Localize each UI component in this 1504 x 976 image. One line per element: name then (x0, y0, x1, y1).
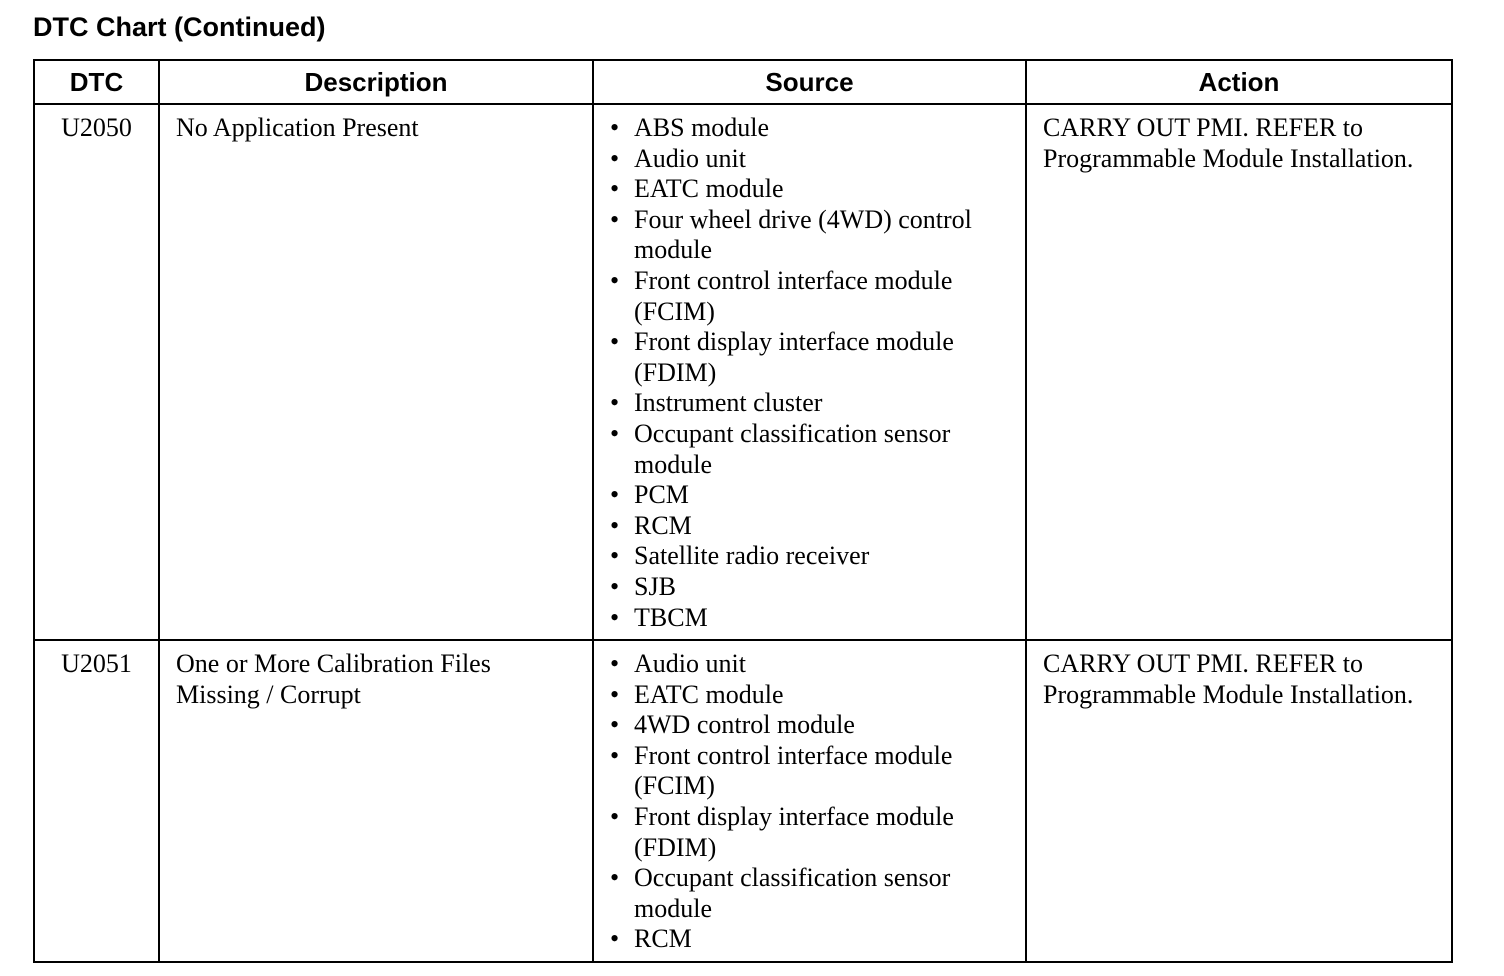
source-cell (593, 104, 1026, 640)
source-list-item: • TBCM (610, 602, 708, 632)
bullet-icon: • (610, 571, 620, 601)
source-list-item: • Instrument cluster (610, 388, 823, 418)
bullet-icon: • (610, 710, 620, 740)
bullet-icon: • (610, 602, 620, 632)
source-list-item: • Front display interface module (FDIM) (610, 802, 954, 862)
source-list-item: • ABS module (610, 113, 770, 142)
source-list-item: • SJB (610, 571, 676, 601)
bullet-icon: • (610, 679, 620, 709)
table-row (34, 104, 1452, 640)
bullet-icon: • (610, 924, 620, 954)
bullet-icon: • (610, 480, 620, 510)
source-cell (593, 640, 1026, 962)
column-header-action: Action (1026, 60, 1452, 104)
source-list-item: • Satellite radio receiver (610, 541, 870, 571)
source-list-item: • Occupant classification sensor module (610, 863, 951, 923)
table-row (34, 640, 1452, 962)
bullet-icon: • (610, 541, 620, 571)
table-header-row (34, 60, 1452, 104)
bullet-icon: • (610, 863, 620, 893)
bullet-icon: • (610, 204, 620, 234)
bullet-icon: • (610, 802, 620, 832)
source-list-item: • Front display interface module (FDIM) (610, 327, 954, 387)
bullet-icon: • (610, 174, 620, 204)
action-cell: CARRY OUT PMI. REFER to Programmable Module Installation. (1026, 640, 1452, 962)
source-list-item: • Front control interface module (FCIM) (610, 265, 953, 326)
source-list (610, 113, 1009, 633)
source-list (610, 649, 1009, 955)
dtc-code-cell: U2050 (34, 104, 159, 640)
bullet-icon: • (610, 113, 620, 142)
source-list-item: • Audio unit (610, 649, 746, 679)
bullet-icon: • (610, 388, 620, 418)
column-header-dtc: DTC (34, 60, 159, 104)
source-list-item: • EATC module (610, 679, 784, 709)
source-list-item: • Occupant classification sensor module (610, 418, 951, 479)
source-list-item: • RCM (610, 924, 692, 954)
action-cell: CARRY OUT PMI. REFER to Programmable Module Installation. (1026, 104, 1452, 640)
source-list-item: • Audio unit (610, 143, 746, 173)
source-list-item: • PCM (610, 480, 689, 510)
column-header-source: Source (593, 60, 1026, 104)
source-list-item: • Four wheel drive (4WD) control module (610, 204, 972, 265)
source-list-item: • Front control interface module (FCIM) (610, 740, 953, 801)
dtc-table (33, 59, 1453, 963)
bullet-icon: • (610, 510, 620, 540)
description-cell: One or More Calibration Files Missing / Corrupt (159, 640, 593, 962)
page-title: DTC Chart (Continued) (33, 12, 326, 42)
source-list-item: • 4WD control module (610, 710, 855, 740)
dtc-code-cell: U2051 (34, 640, 159, 962)
bullet-icon: • (610, 418, 620, 448)
bullet-icon: • (610, 265, 620, 295)
bullet-icon: • (610, 143, 620, 173)
source-list-item: • EATC module (610, 174, 784, 204)
column-header-description: Description (159, 60, 593, 104)
description-cell: No Application Present (159, 104, 593, 640)
bullet-icon: • (610, 327, 620, 357)
source-list-item: • RCM (610, 510, 692, 540)
bullet-icon: • (610, 740, 620, 770)
bullet-icon: • (610, 649, 620, 679)
